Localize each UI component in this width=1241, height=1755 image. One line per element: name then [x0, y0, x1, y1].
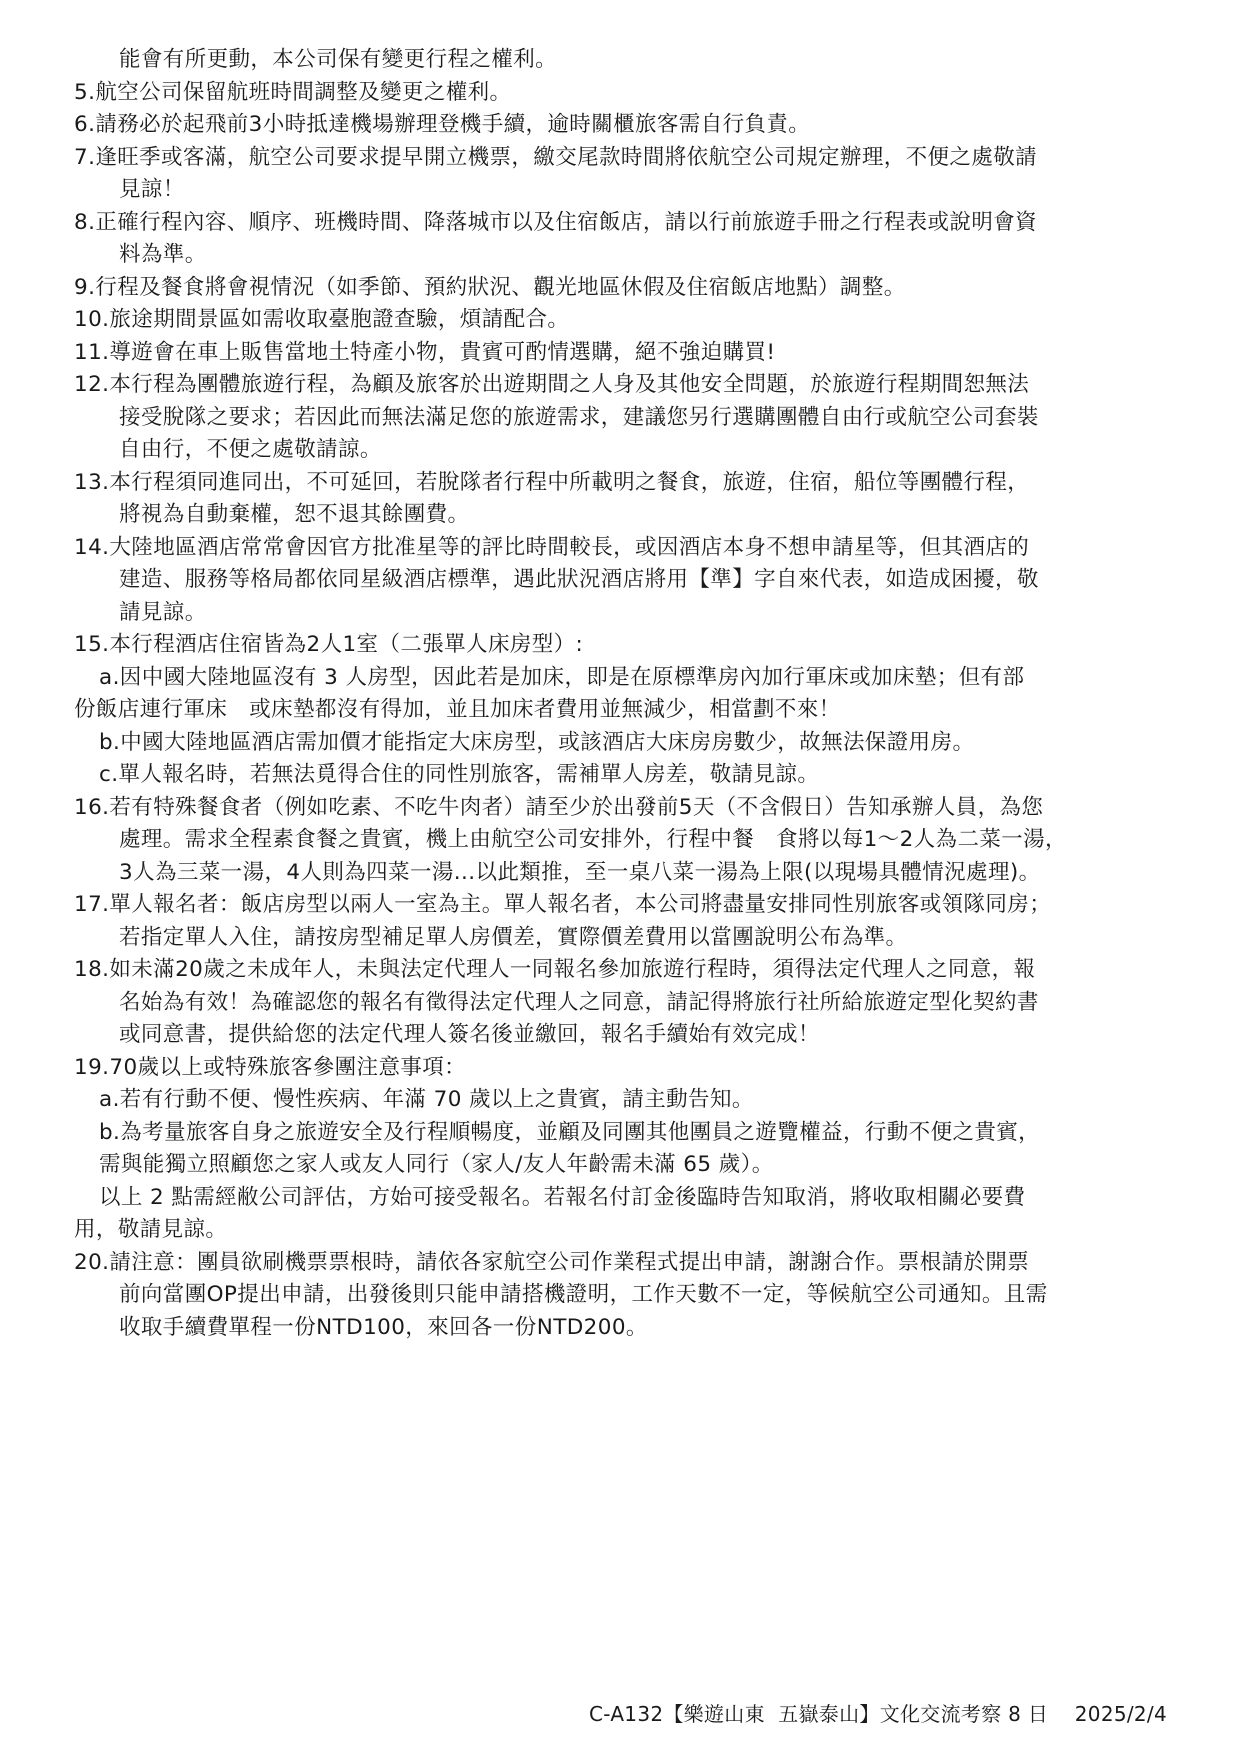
note-line: 份飯店連行軍床 或床墊都沒有得加，並且加床者費用並無減少，相當劃不來！ — [74, 697, 841, 722]
page-footer: C-A132【樂遊山東 五嶽泰山】文化交流考察 8 日 2025/2/4 — [588, 1702, 1167, 1726]
note-item-7: 7.逢旺季或客滿，航空公司要求提早開立機票，繳交尾款時間將依航空公司規定辦理，不便之處敬請 — [74, 144, 1038, 170]
note-item-18: 18.如未滿20歲之未成年人，未與法定代理人一同報名參加旅遊行程時，須得法定代理人之同意，報 — [74, 957, 1036, 982]
note-line: 用，敬請見諒。 — [74, 1217, 228, 1242]
note-paragraph: 以上 2 點需經敝公司評估，方始可接受報名。若報名付訂金後臨時告知取消，將收取相關必要費 — [99, 1184, 1026, 1210]
note-line: 需與能獨立照顧您之家人或友人同行（家人/友人年齡需未滿 65 歲）。 — [99, 1152, 774, 1177]
note-sub-item-19a: a.若有行動不便、慢性疾病、年滿 70 歲以上之貴賓，請主動告知。 — [99, 1087, 754, 1112]
note-line: 接受脫隊之要求；若因此而無法滿足您的旅遊需求，建議您另行選購團體自由行或航空公司套裝 — [119, 404, 1039, 430]
note-item-19: 19.70歲以上或特殊旅客參團注意事項： — [74, 1054, 467, 1080]
note-line: 料為準。 — [119, 242, 207, 267]
note-sub-item-15b: b.中國大陸地區酒店需加價才能指定大床房型，或該酒店大床房房數少，故無法保證用房。 — [99, 729, 975, 755]
note-sub-item-15c: c.單人報名時，若無法覓得合住的同性別旅客，需補單人房差，敬請見諒。 — [99, 762, 820, 787]
note-line: 3人為三菜一湯，4人則為四菜一湯...以此類推，至一桌八菜一湯為上限(以現場具體情況處理)。 — [119, 859, 1041, 885]
note-item-10: 10.旅途期間景區如需收取臺胞證查驗，煩請配合。 — [74, 307, 570, 332]
note-line: 前向當團OP提出申請，出發後則只能申請搭機證明，工作天數不一定，等候航空公司通知。且需 — [119, 1282, 1048, 1307]
note-line: 名始為有效！為確認您的報名有徵得法定代理人之同意，請記得將旅行社所給旅遊定型化契約書 — [119, 989, 1039, 1015]
note-line: 自由行，不便之處敬請諒。 — [119, 437, 382, 462]
note-line: 收取手續費單程一份NTD100，來回各一份NTD200。 — [119, 1314, 648, 1340]
note-line: 建造、服務等格局都依同星級酒店標準，遇此狀況酒店將用【準】字自來代表，如造成困擾，敬 — [119, 567, 1039, 592]
note-item-8: 8.正確行程內容、順序、班機時間、降落城市以及住宿飯店，請以行前旅遊手冊之行程表或說明會資 — [74, 209, 1038, 235]
note-item-6: 6.請務必於起飛前3小時抵達機場辦理登機手續，逾時關櫃旅客需自行負責。 — [74, 112, 811, 137]
note-item-17: 17.單人報名者：飯店房型以兩人一室為主。單人報名者，本公司將盡量安排同性別旅客或領隊同房； — [74, 892, 1052, 917]
note-item-12: 12.本行程為團體旅遊行程，為顧及旅客於出遊期間之人身及其他安全問題，於旅遊行程期間恕無法 — [74, 372, 1030, 397]
note-item-9: 9.行程及餐食將會視情況（如季節、預約狀況、觀光地區休假及住宿飯店地點）調整。 — [74, 274, 906, 300]
note-line: 能會有所更動，本公司保有變更行程之權利。 — [119, 47, 558, 72]
note-item-20: 20.請注意：團員欲刷機票票根時，請依各家航空公司作業程式提出申請，謝謝合作。票根請於開票 — [74, 1249, 1030, 1275]
note-line: 或同意書，提供給您的法定代理人簽名後並繳回，報名手續始有效完成！ — [119, 1022, 820, 1047]
note-line: 若指定單人入住，請按房型補足單人房價差，實際價差費用以當團說明公布為準。 — [119, 924, 908, 950]
note-sub-item-19b: b.為考量旅客自身之旅遊安全及行程順暢度，並顧及同團其他團員之遊覽權益，行動不便之貴賓， — [99, 1119, 1041, 1145]
notes-list — [74, 44, 1174, 1344]
note-item-15: 15.本行程酒店住宿皆為2人1室（二張單人床房型）: — [74, 632, 584, 657]
note-line: 請見諒。 — [119, 599, 207, 625]
note-item-5: 5.航空公司保留航班時間調整及變更之權利。 — [74, 79, 512, 105]
note-sub-item-15a: a.因中國大陸地區沒有 3 人房型，因此若是加床，即是在原標準房內加行軍床或加床墊；但有部 — [99, 664, 1025, 690]
note-item-14: 14.大陸地區酒店常常會因官方批准星等的評比時間較長，或因酒店本身不想申請星等，但其酒店的 — [74, 534, 1030, 560]
note-line: 將視為自動棄權，恕不退其餘團費。 — [119, 502, 470, 527]
note-line: 處理。需求全程素食餐之貴賓，機上由航空公司安排外，行程中餐 食將以每1～2人為二菜一湯， — [119, 827, 1067, 852]
note-item-13: 13.本行程須同進同出，不可延回，若脫隊者行程中所載明之餐食，旅遊，住宿，船位等團體行程， — [74, 469, 1030, 495]
note-item-11: 11.導遊會在車上販售當地土特產小物，貴賓可酌情選購，絕不強迫購買! — [74, 339, 776, 365]
note-line: 見諒！ — [119, 177, 185, 202]
note-item-16: 16.若有特殊餐食者（例如吃素、不吃牛肉者）請至少於出發前5天（不含假日）告知承辦人員，為您 — [74, 794, 1044, 820]
